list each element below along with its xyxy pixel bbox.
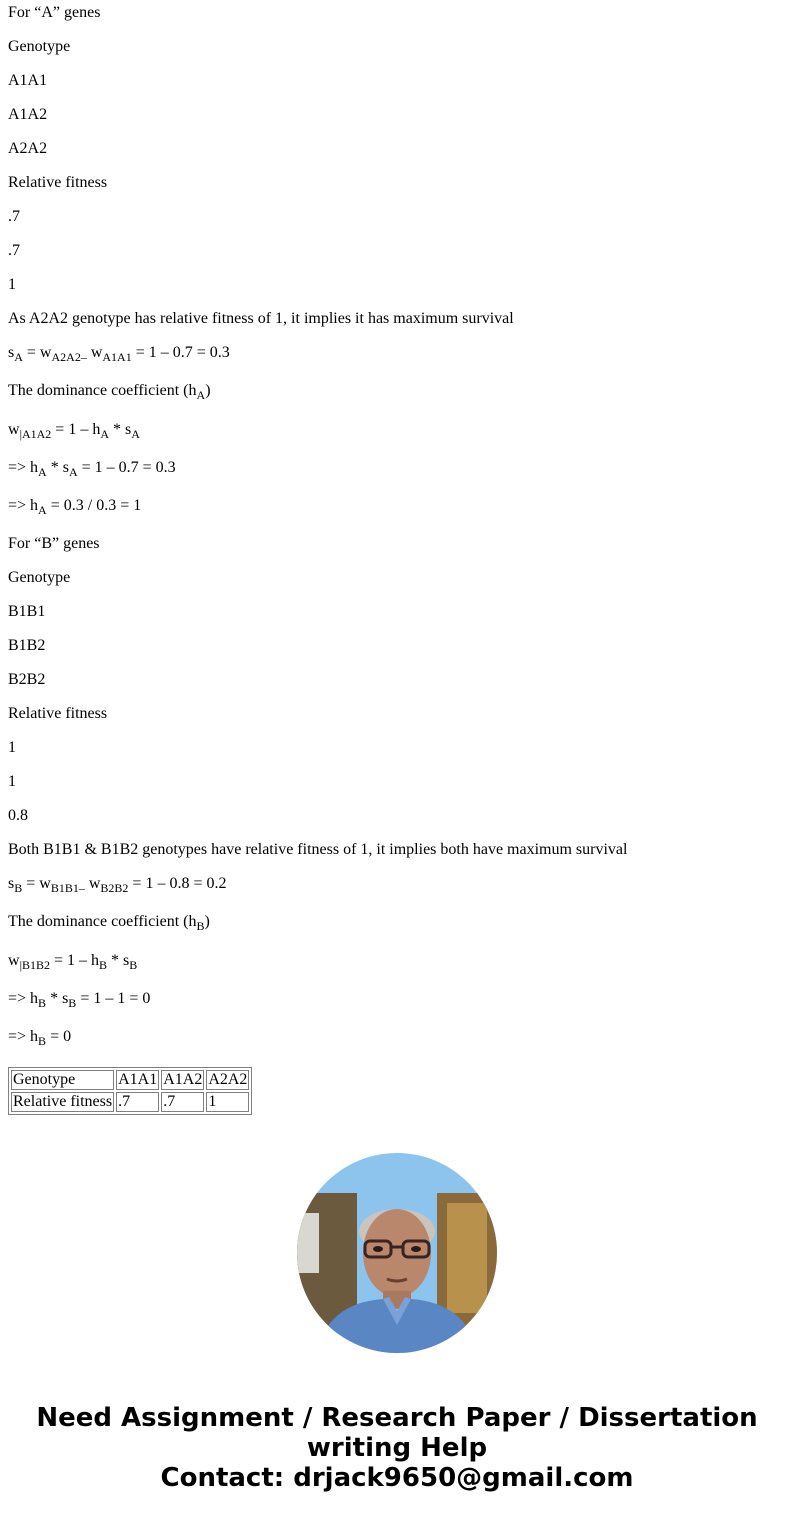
section-b-dominance-label: The dominance coefficient $(h_B)$ <box>8 913 210 934</box>
section-a-genotype-2: A1A2 <box>8 106 48 123</box>
section-b-genotype-2: B1B2 <box>8 637 46 654</box>
section-a-fitness-1: .7 <box>8 208 20 225</box>
section-b-fitness-1: 1 <box>8 739 16 756</box>
section-a-fitness-2: .7 <box>8 242 20 259</box>
section-a-h-result: => $h_A = 0.3 / 0.3 = 1$ <box>8 497 142 518</box>
section-b-statement: Both B1B1 & B1B2 genotypes have relative fitness of 1, it implies both have maximum survival <box>8 841 628 858</box>
section-a-fitness-3: 1 <box>8 276 16 293</box>
section-a-selection-equation: $s_A = w_{A2A2-}$ $w_{A1A1} = 1 - 0.7 = 0.3$ <box>8 344 230 365</box>
table-cell: A2A2 <box>208 1071 248 1088</box>
section-b-hs-equation: => $h_B * s_B = 1 - 1 = 0$ <box>8 990 151 1011</box>
section-a-statement: As A2A2 genotype has relative fitness of 1, it implies it has maximum survival <box>8 310 514 327</box>
table-cell: .7 <box>116 1092 159 1112</box>
fitness-table <box>8 1067 252 1115</box>
section-b-fitness-2: 1 <box>8 773 16 790</box>
table-cell: 1 <box>206 1092 249 1112</box>
table-cell: Relative fitness <box>13 1093 113 1110</box>
promo-line-2: writing Help <box>306 1433 488 1463</box>
section-b-fitness-3: 0.8 <box>8 807 28 824</box>
section-a-genotype-3: A2A2 <box>8 140 48 157</box>
table-cell: Genotype <box>11 1070 114 1090</box>
section-b-heading: For “B” genes <box>8 535 100 552</box>
section-b-genotype-3: B2B2 <box>8 671 46 688</box>
section-a-dominance-label: The dominance coefficient $(h_A)$ <box>8 382 211 403</box>
table-cell: .7 <box>161 1092 204 1112</box>
section-a-genotype-1: A1A1 <box>8 72 48 89</box>
promo-line-1: Need Assignment / Research Paper / Dissertation <box>36 1403 758 1433</box>
author-avatar <box>297 1153 497 1353</box>
section-a-genotype-label: Genotype <box>8 38 71 55</box>
table-cell: A1A2 <box>163 1071 203 1088</box>
promo-line-3: Contact: drjack9650@gmail.com <box>160 1463 634 1493</box>
section-a-heading: For “A” genes <box>8 4 101 21</box>
table-row <box>11 1070 249 1090</box>
section-a-hs-equation: => $h_A * s_A = 1 - 0.7 = 0.3$ <box>8 459 176 480</box>
table-cell: A1A1 <box>118 1071 158 1088</box>
portrait-image <box>297 1153 497 1353</box>
section-b-selection-equation: $s_B = w_{B1B1-}$ $w_{B2B2} = 1 - 0.8 = 0.2$ <box>8 875 227 896</box>
section-b-genotype-label: Genotype <box>8 569 71 586</box>
section-b-genotype-1: B1B1 <box>8 603 46 620</box>
table-row <box>11 1092 249 1112</box>
promo-banner <box>0 1403 794 1493</box>
section-b-heterozygote-equation: $w_{|B1B2} = 1 - h_B * s_B$ <box>8 952 138 973</box>
section-a-fitness-label: Relative fitness <box>8 174 108 191</box>
section-b-h-result: => $h_B = 0$ <box>8 1028 72 1049</box>
section-a-heterozygote-equation: $w_{|A1A2} = 1 - h_A * s_A$ <box>8 421 140 442</box>
section-b-fitness-label: Relative fitness <box>8 705 108 722</box>
